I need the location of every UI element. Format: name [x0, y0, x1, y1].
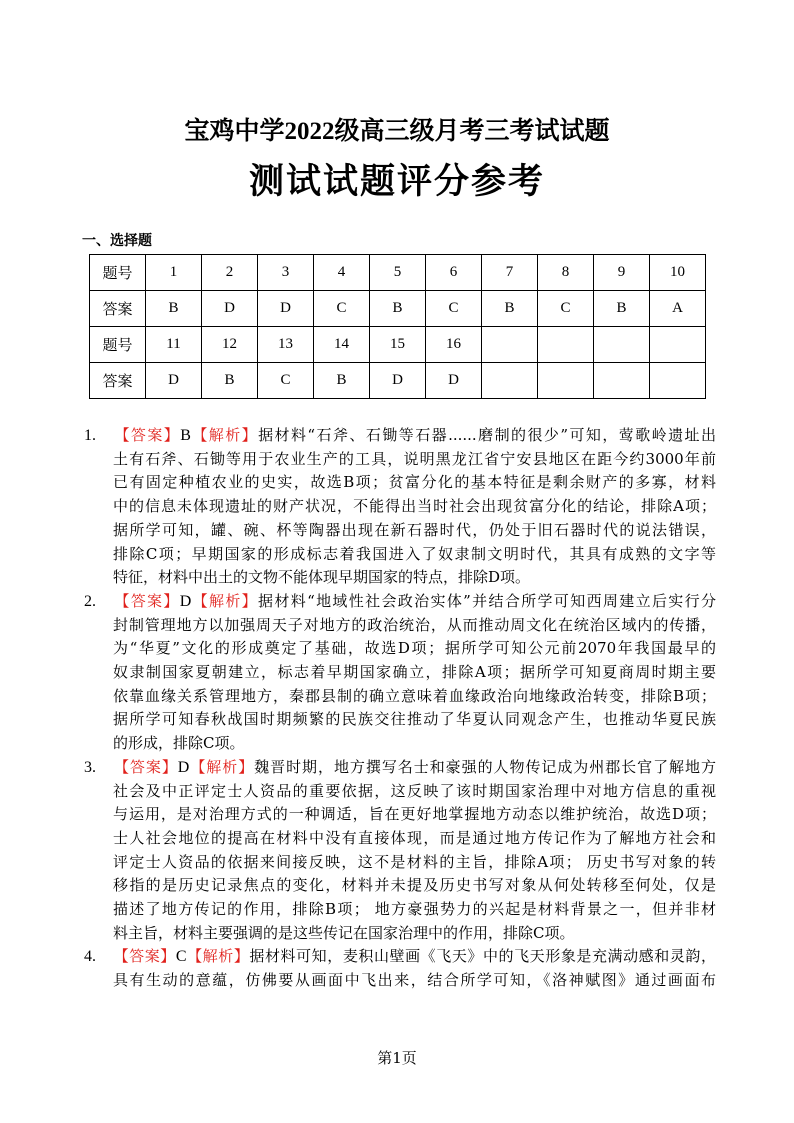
- table-row: [90, 327, 706, 363]
- text-line: [84, 424, 716, 448]
- table-cell: D: [258, 291, 314, 327]
- table-row: [90, 255, 706, 291]
- table-cell: D: [426, 363, 482, 399]
- text-line: 封制管理地方以加强周天子对地方的政治统治，从而推动周文化在统治区域内的传播，: [113, 615, 716, 634]
- answer-explanation-item: [84, 424, 716, 590]
- row-header: 答案: [90, 291, 146, 327]
- text-line: 的形成，排除C项。: [113, 734, 245, 753]
- text-line: 土有石斧、石锄等用于农业生产的工具，说明黑龙江省宁安县地区在距今约3000年前: [113, 449, 716, 468]
- analysis-label: 【解析】: [191, 591, 259, 610]
- table-cell: C: [258, 363, 314, 399]
- table-cell: [594, 363, 650, 399]
- table-cell: D: [146, 363, 202, 399]
- explanations: [84, 424, 716, 993]
- text-line: [84, 756, 716, 780]
- table-cell: D: [370, 363, 426, 399]
- table-cell: 9: [594, 255, 650, 291]
- table-cell: 6: [426, 255, 482, 291]
- row-header: 答案: [90, 363, 146, 399]
- analysis-text: 据材料“地域性社会政治实体”并结合所学可知西周建立后实行分: [258, 591, 716, 610]
- analysis-text: 据材料“石斧、石锄等石器......磨制的很少”可知，莺歌岭遗址出: [258, 426, 716, 444]
- table-cell: B: [314, 363, 370, 399]
- text-line: 中的信息未体现遗址的财产状况，不能得出当时社会出现贫富分化的结论，排除A项；: [113, 497, 716, 516]
- answer-explanation-item: [84, 945, 716, 992]
- table-cell: 16: [426, 327, 482, 363]
- table-cell: 10: [650, 255, 706, 291]
- analysis-label: 【解析】: [189, 757, 255, 776]
- text-line: 社会及中正评定士人资品的重要依据，这反映了该时期国家治理中对地方信息的重视: [113, 781, 716, 800]
- table-cell: 2: [202, 255, 258, 291]
- text-line: 已有固定种植农业的史实，故选B项；贫富分化的基本特征是剩余财产的多寡，材料: [113, 473, 716, 492]
- text-line: [84, 590, 716, 614]
- text-line: 为“华夏”文化的形成奠定了基础，故选D项；据所学可知公元前2070年我国最早的: [113, 639, 716, 658]
- table-cell: [482, 327, 538, 363]
- text-line: 与运用，是对治理方式的一种调适，旨在更好地掌握地方动态以维护统治，故选D项；: [113, 805, 716, 824]
- section-heading: 一、选择题: [82, 233, 152, 249]
- answer-letter: D: [179, 592, 192, 610]
- table-cell: B: [370, 291, 426, 327]
- table-cell: 13: [258, 327, 314, 363]
- table-cell: 12: [202, 327, 258, 363]
- table-row: [90, 363, 706, 399]
- item-number: 2.: [84, 592, 96, 610]
- table-cell: [538, 363, 594, 399]
- answer-letter: B: [180, 427, 191, 444]
- answer-label: 【答案】: [113, 591, 180, 610]
- analysis-text: 魏晋时期，地方撰写名士和豪强的人物传记成为州郡长官了解地方: [254, 757, 716, 776]
- table-cell: 5: [370, 255, 426, 291]
- table-cell: B: [594, 291, 650, 327]
- text-line: 据所学可知，罐、碗、杯等陶器出现在新石器时代，仍处于旧石器时代的说法错误，: [113, 520, 716, 539]
- analysis-label: 【解析】: [190, 426, 259, 444]
- text-line: 依靠血缘关系管理地方，秦郡县制的确立意味着血缘政治向地缘政治转变，排除B项；: [113, 686, 716, 705]
- table-cell: 14: [314, 327, 370, 363]
- item-number: 4.: [84, 948, 96, 966]
- answer-letter: C: [175, 948, 187, 966]
- table-cell: [650, 327, 706, 363]
- table-cell: B: [146, 291, 202, 327]
- answer-table: [89, 254, 706, 399]
- table-cell: 15: [370, 327, 426, 363]
- answer-explanation-item: [84, 756, 716, 946]
- table-cell: 8: [538, 255, 594, 291]
- table-cell: 4: [314, 255, 370, 291]
- text-line: 具有生动的意蕴，仿佛要从画面中飞出来，结合所学可知，《洛神赋图》通过画面布: [113, 971, 716, 990]
- answer-label: 【答案】: [113, 947, 176, 966]
- table-cell: 3: [258, 255, 314, 291]
- table-cell: 1: [146, 255, 202, 291]
- table-cell: 11: [146, 327, 202, 363]
- row-header: 题号: [90, 327, 146, 363]
- analysis-label: 【解析】: [186, 947, 250, 966]
- table-cell: B: [202, 363, 258, 399]
- text-line: 奴隶制国家夏朝建立，标志着早期国家确立，排除A项；据所学可知夏商周时期主要: [113, 663, 716, 682]
- item-number: 3.: [84, 758, 96, 776]
- row-header: 题号: [90, 255, 146, 291]
- text-line: 排除C项；早期国家的形成标志着我国进入了奴隶制文明时代，其具有成熟的文字等: [113, 544, 716, 563]
- text-line: 评定士人资品的依据来间接反映，这不是材料的主旨，排除A项； 历史书写对象的转: [113, 852, 716, 871]
- answer-label: 【答案】: [113, 757, 178, 776]
- answer-explanation-item: [84, 590, 716, 756]
- text-line: 据所学可知春秋战国时期频繁的民族交往推动了华夏认同观念产生，也推动华夏民族: [113, 710, 716, 729]
- table-cell: C: [426, 291, 482, 327]
- answer-letter: D: [177, 758, 190, 776]
- table-cell: [482, 363, 538, 399]
- item-number: 1.: [84, 427, 96, 444]
- analysis-text: 据材料可知，麦积山壁画《飞天》中的飞天形象是充满动感和灵韵，: [249, 947, 716, 966]
- exam-title: 宝鸡中学2022级高三级月考三考试试题: [184, 118, 610, 145]
- table-cell: B: [482, 291, 538, 327]
- table-cell: [538, 327, 594, 363]
- document-subtitle: 测试试题评分参考: [248, 161, 545, 202]
- text-line: 料主旨，材料主要强调的是这些传记在国家治理中的作用，排除C项。: [113, 923, 575, 942]
- text-line: 描述了地方传记的作用，排除B项； 地方豪强势力的兴起是材料背景之一，但并非材: [113, 900, 716, 919]
- answer-label: 【答案】: [113, 426, 181, 444]
- table-cell: [650, 363, 706, 399]
- text-line: 士人社会地位的提高在材料中没有直接体现，而是通过地方传记作为了解地方社会和: [113, 828, 716, 847]
- table-cell: A: [650, 291, 706, 327]
- text-line: 特征，材料中出土的文物不能体现早期国家的特点，排除D项。: [113, 568, 531, 587]
- page-number: 第1页: [377, 1049, 417, 1067]
- table-cell: D: [202, 291, 258, 327]
- table-cell: C: [314, 291, 370, 327]
- text-line: [84, 945, 716, 969]
- table-cell: [594, 327, 650, 363]
- table-row: [90, 291, 706, 327]
- text-line: 移指的是历史记录焦点的变化，材料并未提及历史书写对象从何处转移至何处，仅是: [113, 876, 716, 895]
- table-cell: C: [538, 291, 594, 327]
- table-cell: 7: [482, 255, 538, 291]
